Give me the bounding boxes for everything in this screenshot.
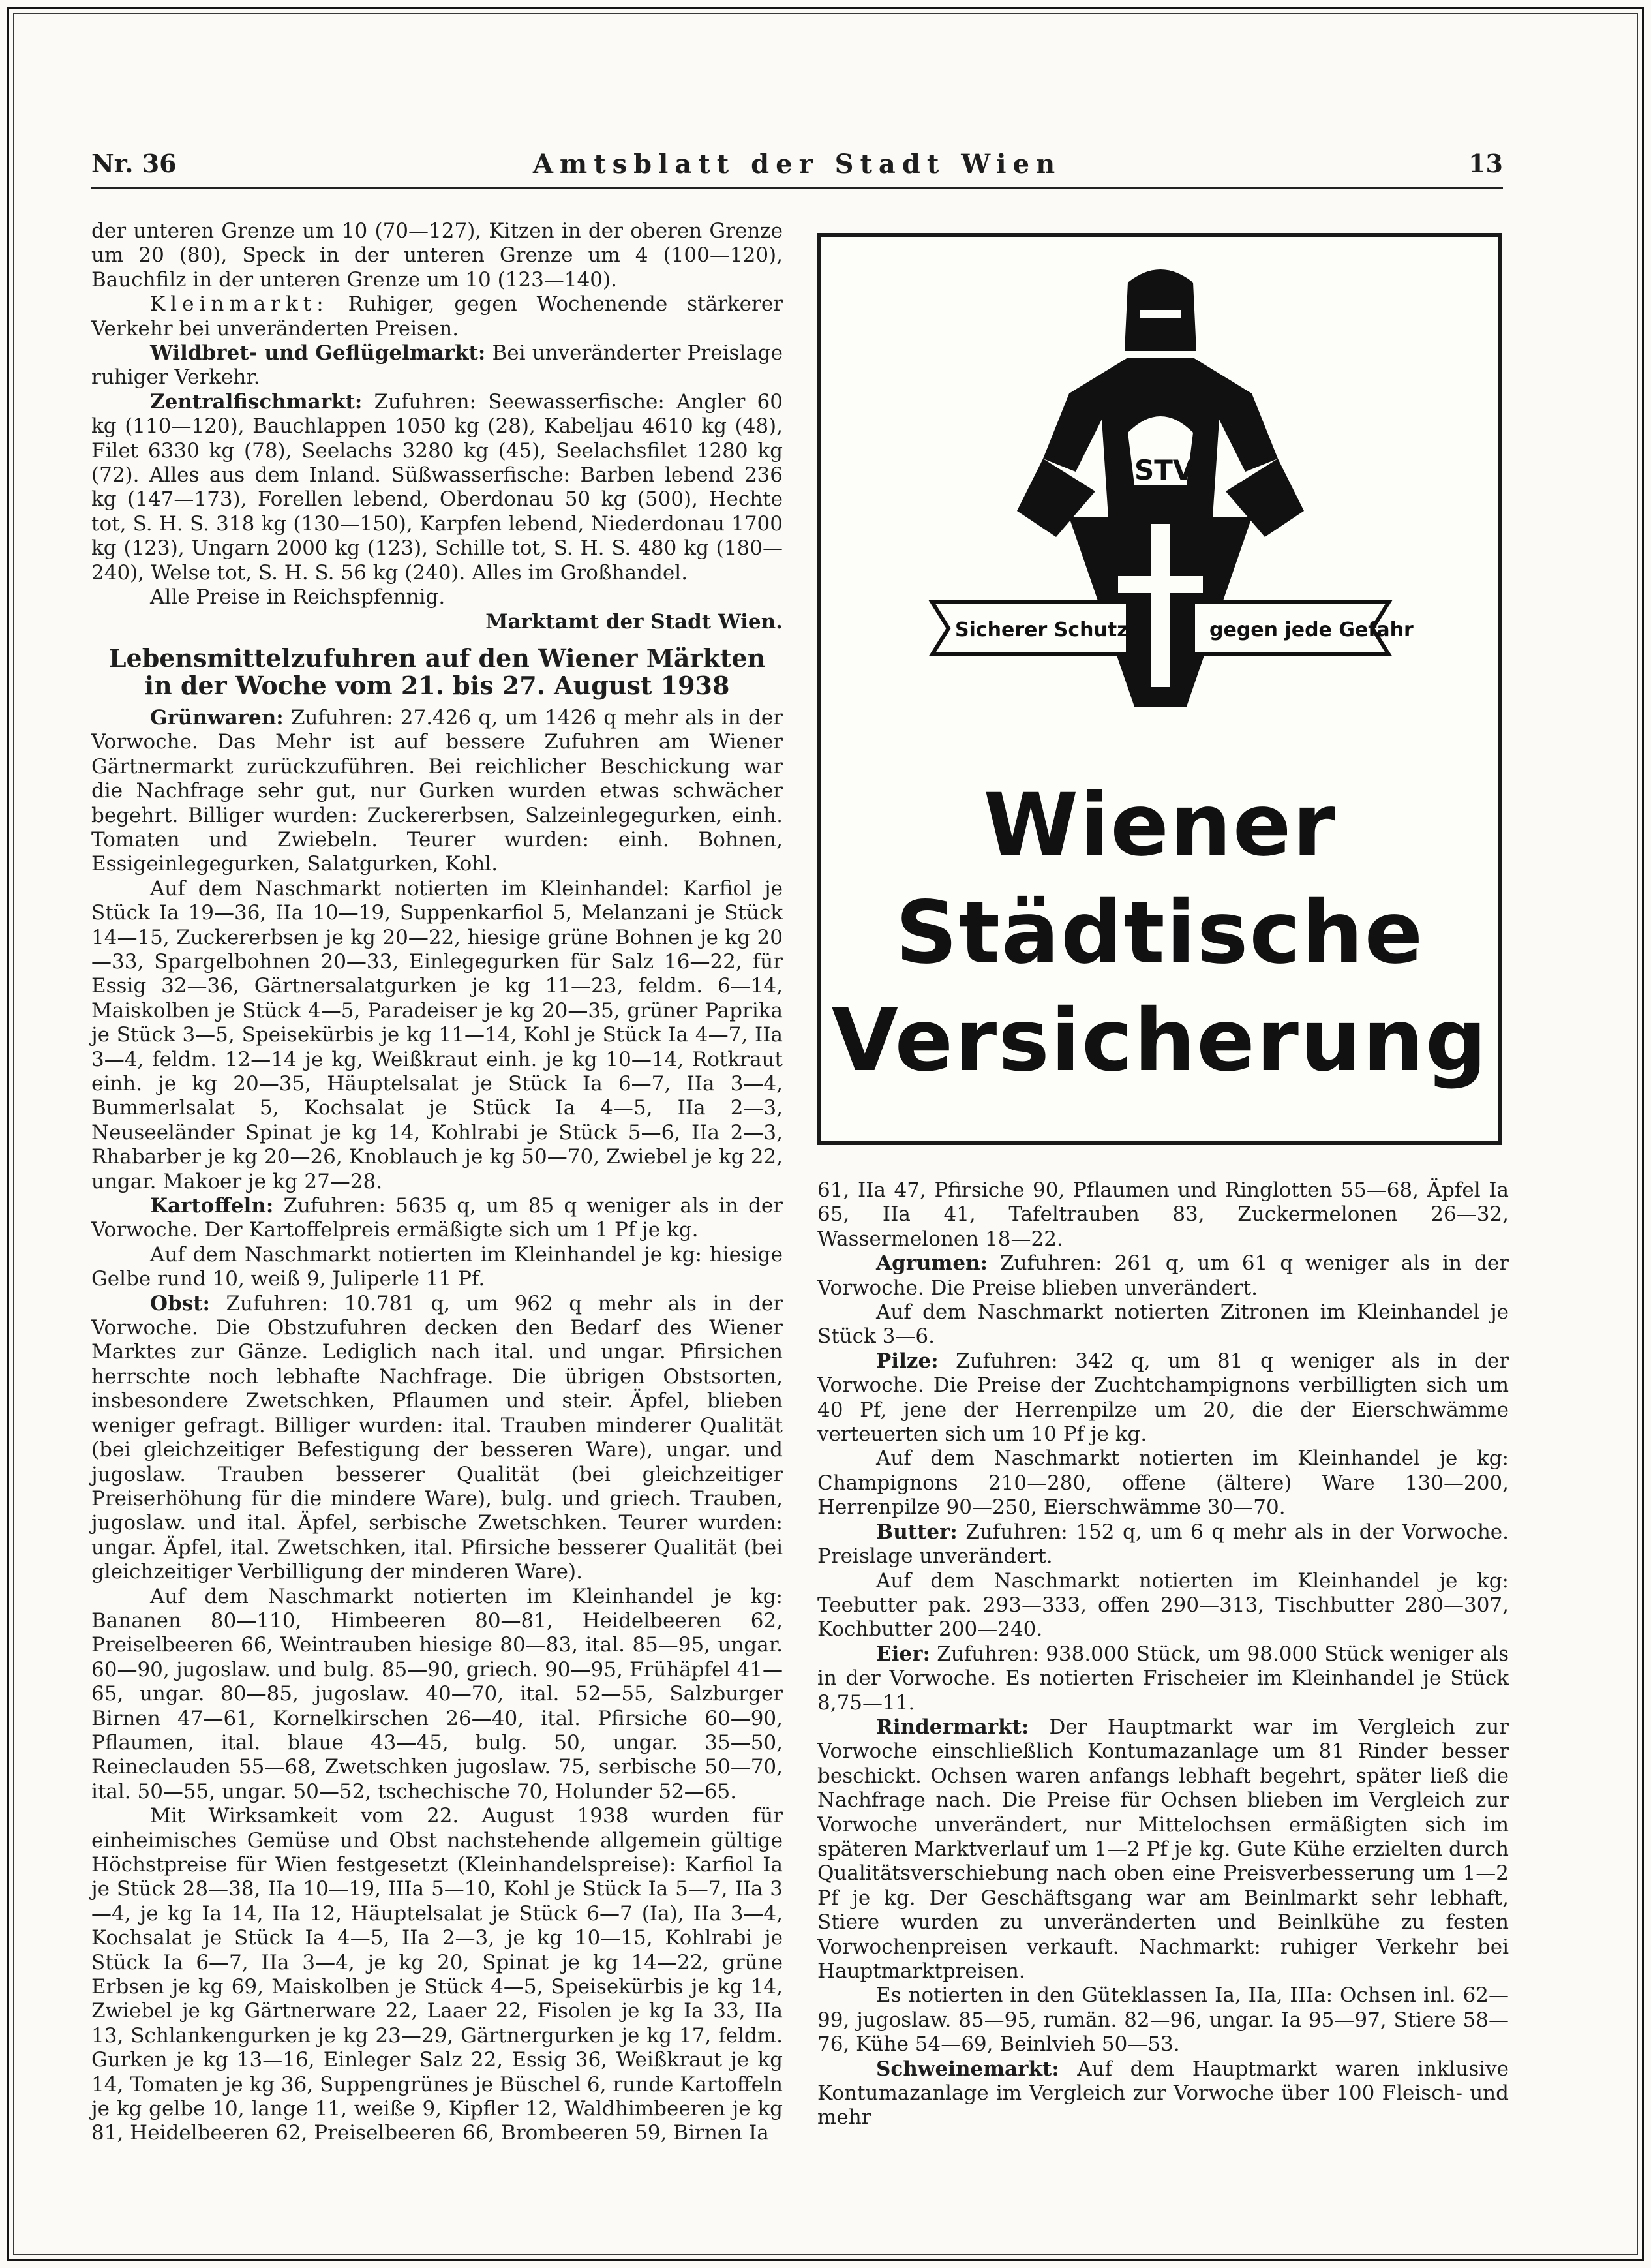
section-text: Zufuhren: Seewasserfische: Angler 60 kg (110—120), Bauchlappen 1050 kg (28), Kabeljau 4610 kg (48), Filet 6330 kg (78), Seelachs 3280 kg (45), Seelachsfilet 1280 kg (72). Alles aus dem Inland. Süßwasserfische: Barben lebend 236 kg (147—173), Forellen lebend, Oberdonau 50 kg (500), Hechte tot, S. H. S. 318 kg (130—150), Karpfen lebend, Niederdonau 1700 kg (123), Ungarn 2000 kg (123), Schille tot, S. H. S. 480 kg (180—240), Welse tot, S. H. S. 56 kg (240). Alles im Großhandel. <box>91 390 783 585</box>
helmet-visor <box>1140 310 1181 318</box>
shield-cross-vertical <box>1151 524 1170 687</box>
ad-title-line: Versicherung <box>831 990 1489 1091</box>
section-text: Der Hauptmarkt war im Vergleich zur Vorwoche einschließlich Kontumazanlage um 81 Rinder besser beschickt. Ochsen waren anfangs lebhaft begehrt, später ließ die Nachfrage nach. Die Preise für Ochsen blieben im Vergleich zur Vorwoche unverändert, nur Mittelochsen ermäßigten sich im späteren Marktverlauf um 1—2 Pf je kg. Gute Kühe erzielten durch Qualitätsverschiebung nach oben eine Preisverbesserung um 1—2 Pf je kg. Der Geschäftsgang war am Beinlmarkt sehr lebhaft, Stiere wurden zu unveränderten und Beinlkühe zu festen Vorwochenpreisen verkauft. Nachmarkt: ruhiger Verkehr bei Hauptmarktpreisen. <box>817 1715 1509 1983</box>
emblem-letters: STV <box>1134 454 1194 486</box>
section-text: Zufuhren: 938.000 Stück, um 98.000 Stück weniger als in der Vorwoche. Es notierten Frischeier im Kleinhandel je Stück 8,75—11. <box>817 1642 1509 1715</box>
section-label: Eier: <box>876 1642 930 1666</box>
paragraph-eier <box>817 1642 1509 1715</box>
section-text: Zufuhren: 27.426 q, um 1426 q mehr als in der Vorwoche. Das Mehr ist auf bessere Zufuhren am Wiener Gärtnermarkt zurückzuführen. Bei reichlicher Beschickung war die Nachfrage sehr gut, nur Gurken wurden etwas schwächer begehrt. Billiger wurden: Zuckererbsen, Salzeinlegegurken, einh. Tomaten und Zwiebeln. Teurer wurden: einh. Bohnen, Essigeinlegegurken, Salatgurken, Kohl. <box>91 705 783 876</box>
section-text: Zufuhren: 5635 q, um 85 q weniger als in der Vorwoche. Der Kartoffelpreis ermäßigte sich um 1 Pf je kg. <box>91 1194 783 1242</box>
paragraph-kleinmarkt <box>91 292 783 341</box>
paragraph-zentralfischmarkt <box>91 390 783 585</box>
paragraph: Auf dem Naschmarkt notierten Zitronen im Kleinhandel je Stück 3—6. <box>817 1300 1509 1349</box>
section-label: Agrumen: <box>876 1251 988 1276</box>
paragraph: 61, IIa 47, Pfirsiche 90, Pflaumen und Ringlotten 55—68, Äpfel Ia 65, IIa 41, Tafeltrauben 83, Zuckermelonen 26—32, Wassermelonen 18—22. <box>817 1178 1509 1251</box>
paragraph: Auf dem Naschmarkt notierten im Kleinhandel je kg: Teebutter pak. 293—333, offen 290—313, Tischbutter 280—307, Kochbutter 200—240. <box>817 1569 1509 1642</box>
section-label: Kleinmarkt: <box>150 292 329 316</box>
paragraph-agrumen <box>817 1251 1509 1300</box>
ad-title-line: Wiener <box>983 775 1337 876</box>
section-text: Zufuhren: 261 q, um 61 q weniger als in der Vorwoche. Die Preise blieben unverändert. <box>817 1251 1509 1300</box>
section-label: Pilze: <box>876 1349 939 1373</box>
paragraph-pilze <box>817 1349 1509 1447</box>
paragraph-obst <box>91 1292 783 1585</box>
banner-text-right: gegen jede Gefahr <box>1209 619 1414 641</box>
paragraph-kartoffeln <box>91 1194 783 1243</box>
section-text: Zufuhren: 10.781 q, um 962 q mehr als in der Vorwoche. Die Obstzufuhren decken den Bedarf des Wiener Marktes zur Gänze. Lediglich nach ital. und ungar. Pfirsichen herrschte noch lebhafte Nachfrage. Die übrigen Obstsorten, insbesondere Zwetschken, Pflaumen und steir. Äpfel, blieben weniger gefragt. Billiger wurden: ital. Trauben minderer Qualität (bei gleichzeitiger Befestigung der besseren Ware), ungar. und jugoslaw. Trauben besserer Qualität (bei gleichzeitiger Preiserhöhung für die mindere Ware), bulg. und griech. Trauben, jugoslaw. und ital. Äpfel, serbische Zwetschken. Teurer wurden: ungar. Äpfel, ital. Zwetschken, ital. Pfirsiche besserer Qualität (bei gleichzeitiger Verbilligung der minderen Ware). <box>91 1291 783 1584</box>
paragraph: Auf dem Naschmarkt notierten im Kleinhandel je kg: hiesige Gelbe rund 10, weiß 9, Juliperle 11 Pf. <box>91 1242 783 1291</box>
section-text: Auf dem Hauptmarkt waren inklusive Kontumazanlage im Vergleich zur Vorwoche über 100 Fleisch- und mehr <box>817 2057 1509 2130</box>
paragraph-rindermarkt <box>817 1715 1509 1984</box>
left-column <box>91 219 783 2146</box>
section-text: Zufuhren: 342 q, um 81 q weniger als in der Vorwoche. Die Preise der Zuchtchampignons verbilligten sich um 40 Pf, jene der Herrenpilze um 20, die der Eierschwämme verteuerten sich um 10 Pf je kg. <box>817 1349 1509 1447</box>
page-number: 13 <box>1468 149 1503 178</box>
section-label: Kartoffeln: <box>150 1194 274 1218</box>
section-text: Zufuhren: 152 q, um 6 q mehr als in der Vorwoche. Preislage unverändert. <box>817 1520 1509 1569</box>
section-label: Rindermarkt: <box>876 1715 1029 1739</box>
banner-text-left: Sicherer Schutz <box>955 619 1128 641</box>
signature: Marktamt der Stadt Wien. <box>485 609 783 634</box>
section-text: Ruhiger, gegen Wochenende stärkerer Verkehr bei unveränderten Preisen. <box>91 292 783 341</box>
paragraph: der unteren Grenze um 10 (70—127), Kitzen in der oberen Grenze um 20 (80), Speck in der unteren Grenze um 4 (100—120), Bauchfilz in der unteren Grenze um 10 (123—140). <box>91 219 783 292</box>
paragraph-preise: Alle Preise in Reichspfennig. <box>150 585 446 609</box>
paragraph: Auf dem Naschmarkt notierten im Kleinhandel: Karfiol je Stück Ia 19—36, IIa 10—19, Suppenkarfiol 5, Melanzani je Stück 14—15, Zuckererbsen je kg 20—22, hiesige grüne Bohnen je kg 20—33, Spargelbohnen 20—33, Einlegegurken für Salz 16—22, für Essig 32—36, Gärtnersalatgurken je kg 11—23, feldm. 6—14, Maiskolben je Stück 4—5, Paradeiser je kg 20—35, grüner Paprika je Stück 3—5, Speisekürbis je kg 11—14, Kohl je Stück Ia 4—7, IIa 3—4, feldm. 12—14 je kg, Weißkraut einh. je kg 10—14, Rotkraut einh. je kg 20—35, Häuptelsalat je Stück Ia 6—7, IIa 3—4, Bummerlsalat 5, Kochsalat je Stück Ia 4—5, IIa 2—3, Neuseeländer Spinat je kg 14, Kohlrabi je Stück 5—6, IIa 2—3, Rhabarber je kg 20—26, Knoblauch je kg 50—70, Zwiebel je kg 22, ungar. Makoer je kg 27—28. <box>91 876 783 1193</box>
issue-number: Nr. 36 <box>91 149 177 178</box>
ad-title-line: Städtische <box>895 883 1425 983</box>
paragraph-schweinemarkt <box>817 2057 1509 2130</box>
paragraph: Es notierten in den Güteklassen Ia, IIa, IIIa: Ochsen inl. 62—99, jugoslaw. 85—95, rumän. 82—96, ungar. Ia 95—97, Stiere 58—76, Kühe 54—69, Beinlvieh 50—53. <box>817 1984 1509 2057</box>
section-label: Zentralfischmarkt: <box>150 390 363 414</box>
publication-title: Amtsblatt der Stadt Wien <box>532 149 1062 179</box>
ad-title <box>821 772 1498 1095</box>
paragraph: Mit Wirksamkeit vom 22. August 1938 wurden für einheimisches Gemüse und Obst nachstehende allgemein gültige Höchstpreise für Wien festgesetzt (Kleinhandelspreise): Karfiol Ia je Stück 28—38, IIa 10—19, IIIa 5—10, Kohl je Stück Ia 5—7, IIa 3—4, je kg Ia 14, IIa 12, Häuptelsalat je Stück 6—7 (Ia), IIa 3—4, Kochsalat je Stück Ia 4—5, IIa 2—3, je kg 10—15, Kohlrabi je Stück Ia 6—7, IIa 3—4, je kg 20, Spinat je kg 14—22, grüne Erbsen je kg 69, Maiskolben je Stück 4—5, Speisekürbis je kg 14, Zwiebel je kg Gärtnerware 22, Laaer 22, Fisolen je kg Ia 33, IIa 13, Schlankengurken je kg 23—29, Gärtnergurken je kg 17, feldm. Gurken je kg 13—16, Einleger Salz 22, Essig 36, Weißkraut je kg 14, Tomaten je kg 36, Suppengrünes je Büschel 6, runde Kartoffeln je kg gelbe 10, lange 11, weiße 9, Kipfler 12, Waldhimbeeren je kg 81, Heidelbeeren 62, Preiselbeeren 66, Brombeeren 59, Birnen Ia <box>91 1804 783 2145</box>
section-label: Butter: <box>876 1520 958 1544</box>
insurance-advertisement <box>817 233 1502 1145</box>
paragraph: Auf dem Naschmarkt notierten im Kleinhandel je kg: Champignons 210—280, offene (ältere) Ware 130—200, Herrenpilze 90—250, Eierschwämme 30—70. <box>817 1447 1509 1520</box>
paragraph-wildbret <box>91 341 783 390</box>
shield-cross-horizontal <box>1118 576 1203 593</box>
paragraph-gruenwaren <box>91 706 783 877</box>
section-label: Wildbret- und Geflügelmarkt: <box>150 341 486 365</box>
section-label: Grünwaren: <box>150 705 284 729</box>
right-column <box>817 1178 1509 2130</box>
article-headline: Lebensmittelzufuhren auf den Wiener Märkten in der Woche vom 21. bis 27. August 1938 <box>108 643 766 700</box>
page-header <box>91 149 1503 189</box>
section-text: Bei unveränderter Preislage ruhiger Verkehr. <box>91 341 783 390</box>
section-label: Schweinemarkt: <box>876 2057 1059 2081</box>
section-label: Obst: <box>150 1291 210 1315</box>
paragraph: Auf dem Naschmarkt notierten im Kleinhandel je kg: Bananen 80—110, Himbeeren 80—81, Heidelbeeren 62, Preiselbeeren 66, Weintrauben hiesige 80—83, ital. 85—95, ungar. 60—90, jugoslaw. und bulg. 85—90, griech. 90—95, Frühäpfel 41—65, ungar. 80—85, jugoslaw. 40—70, ital. 52—55, Salzburger Birnen 47—61, Kornelkirschen 26—40, ital. Pfirsiche 60—90, Pflaumen, ital. blaue 43—45, bulg. 50, ungar. 35—50, Reineclauden 55—68, Zwetschken jugoslaw. 75, serbische 50—70, ital. 50—55, ungar. 50—52, tschechische 70, Holunder 52—65. <box>91 1584 783 1803</box>
paragraph-butter <box>817 1520 1509 1569</box>
